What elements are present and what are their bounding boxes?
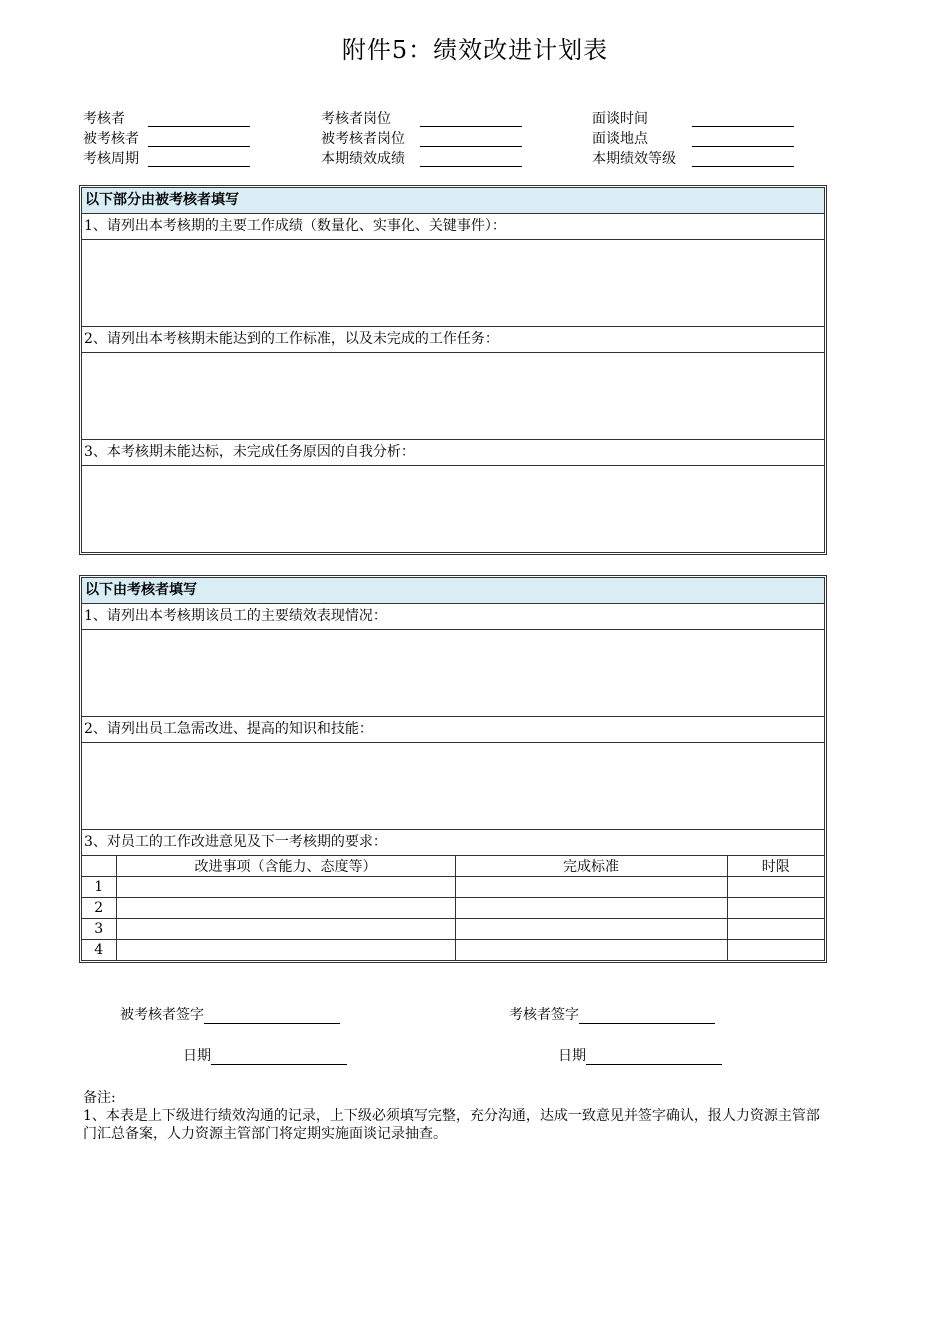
completion-standard-cell[interactable] [455,898,727,919]
reviewee-field[interactable] [148,146,250,147]
period-grade-field[interactable] [692,166,794,167]
reviewer-question-2: 2、请列出员工急需改进、提高的知识和技能： [82,717,824,743]
reviewer-position-field[interactable] [420,126,522,127]
completion-standard-cell[interactable] [455,877,727,898]
reviewee-question-2: 2、请列出本考核期未能达到的工作标准，以及未完成的工作任务： [82,327,824,353]
improvement-item-cell[interactable] [116,898,455,919]
reviewee-question-3: 3、本考核期未能达标，未完成任务原因的自我分析： [82,440,824,466]
reviewer-field[interactable] [148,126,250,127]
reviewee-section [79,185,827,555]
reviewer-date-label: 日期 [558,1048,586,1064]
interview-location-field[interactable] [692,146,794,147]
reviewee-answer-3[interactable] [82,466,824,552]
reviewer-signature-field[interactable] [579,1007,715,1024]
reviewee-question-1: 1、请列出本考核期的主要工作成绩（数量化、实事化、关键事件）： [82,214,824,240]
reviewer-date [558,1045,722,1065]
row-number: 2 [82,898,116,919]
table-row [82,898,824,919]
reviewer-date-field[interactable] [586,1048,722,1065]
notes-label: 备注: [83,1090,116,1106]
page-title: 附件5：绩效改进计划表 [341,36,609,64]
reviewee-section-heading: 以下部分由被考核者填写 [82,188,824,214]
row-number: 4 [82,940,116,961]
reviewer-label: 考核者 [83,111,125,127]
row-number: 3 [82,919,116,940]
reviewer-section-heading: 以下由考核者填写 [82,578,824,604]
table-header-deadline: 时限 [727,856,824,877]
completion-standard-cell[interactable] [455,919,727,940]
table-header-index [82,856,116,877]
reviewee-date [183,1045,347,1065]
period-score-label: 本期绩效成绩 [321,151,405,167]
completion-standard-cell[interactable] [455,940,727,961]
interview-time-field[interactable] [692,126,794,127]
reviewer-question-1: 1、请列出本考核期该员工的主要绩效表现情况： [82,604,824,630]
table-header-item: 改进事项（含能力、态度等） [116,856,455,877]
reviewer-answer-1[interactable] [82,630,824,717]
row-number: 1 [82,877,116,898]
deadline-cell[interactable] [727,919,824,940]
improvement-item-cell[interactable] [116,877,455,898]
reviewer-signature [509,1004,715,1024]
reviewee-answer-2[interactable] [82,353,824,440]
reviewee-label: 被考核者 [83,131,139,147]
period-grade-label: 本期绩效等级 [592,151,676,167]
notes [83,1089,828,1143]
reviewee-date-field[interactable] [211,1048,347,1065]
reviewee-signature-label: 被考核者签字 [120,1007,204,1023]
reviewer-answer-2[interactable] [82,743,824,830]
table-header-standard: 完成标准 [455,856,727,877]
reviewee-position-field[interactable] [420,146,522,147]
reviewer-section [79,575,827,963]
deadline-cell[interactable] [727,877,824,898]
table-row [82,877,824,898]
reviewer-position-label: 考核者岗位 [321,111,391,127]
deadline-cell[interactable] [727,898,824,919]
improvement-plan-table [82,856,824,960]
reviewee-position-label: 被考核者岗位 [321,131,405,147]
improvement-item-cell[interactable] [116,919,455,940]
review-period-label: 考核周期 [83,151,139,167]
notes-text: 1、本表是上下级进行绩效沟通的记录，上下级必须填写完整，充分沟通，达成一致意见并签字确认，报人力资源主管部门汇总备案，人力资源主管部门将定期实施面谈记录抽查。 [83,1108,820,1142]
improvement-item-cell[interactable] [116,940,455,961]
table-row [82,919,824,940]
reviewee-date-label: 日期 [183,1048,211,1064]
reviewee-signature-field[interactable] [204,1007,340,1024]
reviewer-signature-label: 考核者签字 [509,1007,579,1023]
review-period-field[interactable] [148,166,250,167]
period-score-field[interactable] [420,166,522,167]
reviewee-signature [120,1004,340,1024]
interview-location-label: 面谈地点 [592,131,648,147]
deadline-cell[interactable] [727,940,824,961]
reviewer-question-3: 3、对员工的工作改进意见及下一考核期的要求： [82,830,824,856]
interview-time-label: 面谈时间 [592,111,648,127]
reviewee-answer-1[interactable] [82,240,824,327]
table-header-row [82,856,824,877]
table-row [82,940,824,961]
